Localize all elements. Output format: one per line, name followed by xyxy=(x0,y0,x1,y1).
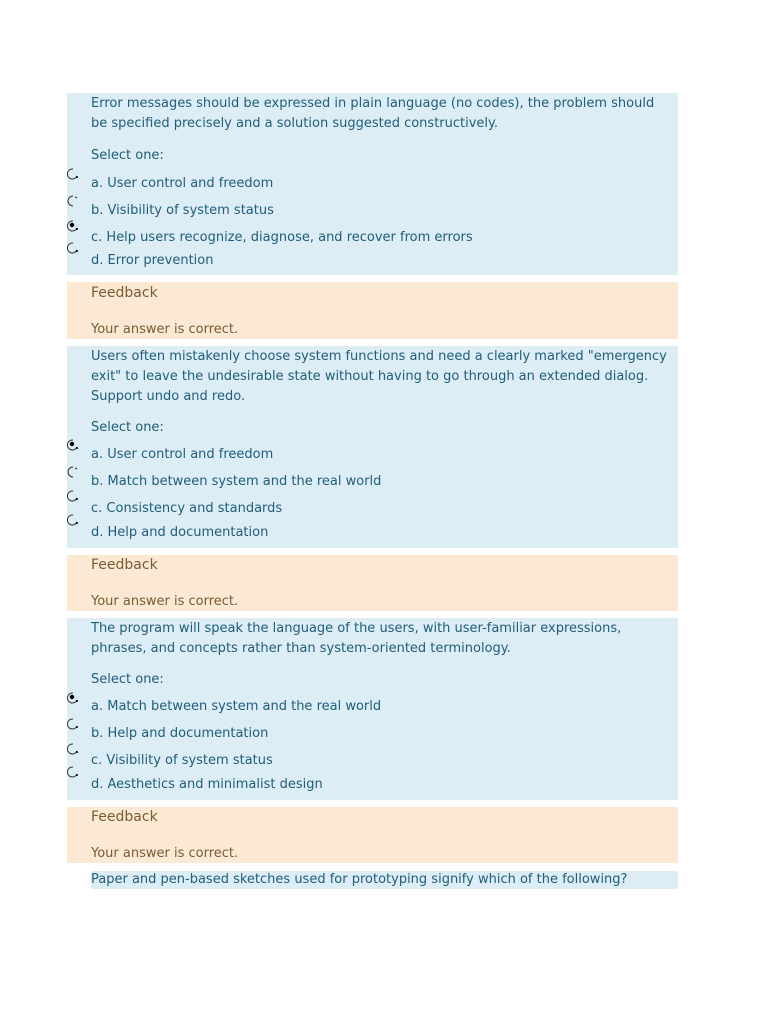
feedback-message: Your answer is correct. xyxy=(91,594,239,609)
question-text: Paper and pen-based sketches used for prototyping signify which of the following? xyxy=(91,872,628,887)
option-label: c. Visibility of system status xyxy=(91,753,273,768)
question-text: Users often mistakenly choose system functions and need a clearly marked "emergency exit" to leave the undesirable state without having to go through an extended dialog. Support undo and redo. xyxy=(91,349,667,404)
radio-unchecked-icon xyxy=(67,718,79,730)
feedback-message: Your answer is correct. xyxy=(91,322,239,337)
question-block-1 xyxy=(67,93,678,275)
option-label: c. Help users recognize, diagnose, and recover from errors xyxy=(91,230,473,245)
radio-checked-icon xyxy=(67,692,79,704)
select-one-label: Select one: xyxy=(91,420,164,435)
option-label: a. Match between system and the real world xyxy=(91,699,382,714)
radio-checked-icon xyxy=(67,439,79,451)
radio-option-a[interactable] xyxy=(67,439,79,451)
radio-option-a[interactable] xyxy=(67,168,79,180)
radio-option-a[interactable] xyxy=(67,692,79,704)
radio-option-d[interactable] xyxy=(67,766,79,778)
select-one-label: Select one: xyxy=(91,148,164,163)
radio-unchecked-icon xyxy=(67,490,79,502)
option-label: a. User control and freedom xyxy=(91,447,274,462)
radio-unchecked-icon xyxy=(67,168,79,180)
feedback-block-1 xyxy=(67,282,678,339)
radio-unchecked-icon xyxy=(67,743,79,755)
radio-option-c[interactable] xyxy=(67,743,79,755)
option-label: c. Consistency and standards xyxy=(91,501,283,516)
radio-option-d[interactable] xyxy=(67,514,79,526)
radio-option-b[interactable] xyxy=(67,466,79,478)
radio-option-b[interactable] xyxy=(67,718,79,730)
option-label: d. Error prevention xyxy=(91,253,214,268)
select-one-label: Select one: xyxy=(91,672,164,687)
radio-option-b[interactable] xyxy=(67,195,79,207)
feedback-message: Your answer is correct. xyxy=(91,846,239,861)
feedback-block-3 xyxy=(67,807,678,863)
radio-checked-icon xyxy=(67,220,79,232)
radio-unchecked-icon xyxy=(67,195,79,207)
feedback-block-2 xyxy=(67,555,678,611)
option-label: d. Aesthetics and minimalist design xyxy=(91,777,323,792)
radio-option-c[interactable] xyxy=(67,490,79,502)
feedback-title: Feedback xyxy=(91,809,158,825)
option-label: b. Match between system and the real world xyxy=(91,474,382,489)
question-block-4 xyxy=(91,871,678,889)
option-label: b. Help and documentation xyxy=(91,726,269,741)
feedback-title: Feedback xyxy=(91,557,158,573)
radio-option-c[interactable] xyxy=(67,220,79,232)
option-label: a. User control and freedom xyxy=(91,176,274,191)
feedback-title: Feedback xyxy=(91,285,158,301)
radio-unchecked-icon xyxy=(67,466,79,478)
question-block-3 xyxy=(67,618,678,800)
radio-option-d[interactable] xyxy=(67,242,79,254)
radio-unchecked-icon xyxy=(67,242,79,254)
radio-unchecked-icon xyxy=(67,514,79,526)
question-text: The program will speak the language of the users, with user-familiar expressions, phrases, and concepts rather than system-oriented terminology. xyxy=(91,621,622,656)
option-label: b. Visibility of system status xyxy=(91,203,274,218)
question-text: Error messages should be expressed in plain language (no codes), the problem should be specified precisely and a solution suggested constructively. xyxy=(91,96,655,131)
radio-unchecked-icon xyxy=(67,766,79,778)
question-block-2 xyxy=(67,346,678,548)
option-label: d. Help and documentation xyxy=(91,525,269,540)
